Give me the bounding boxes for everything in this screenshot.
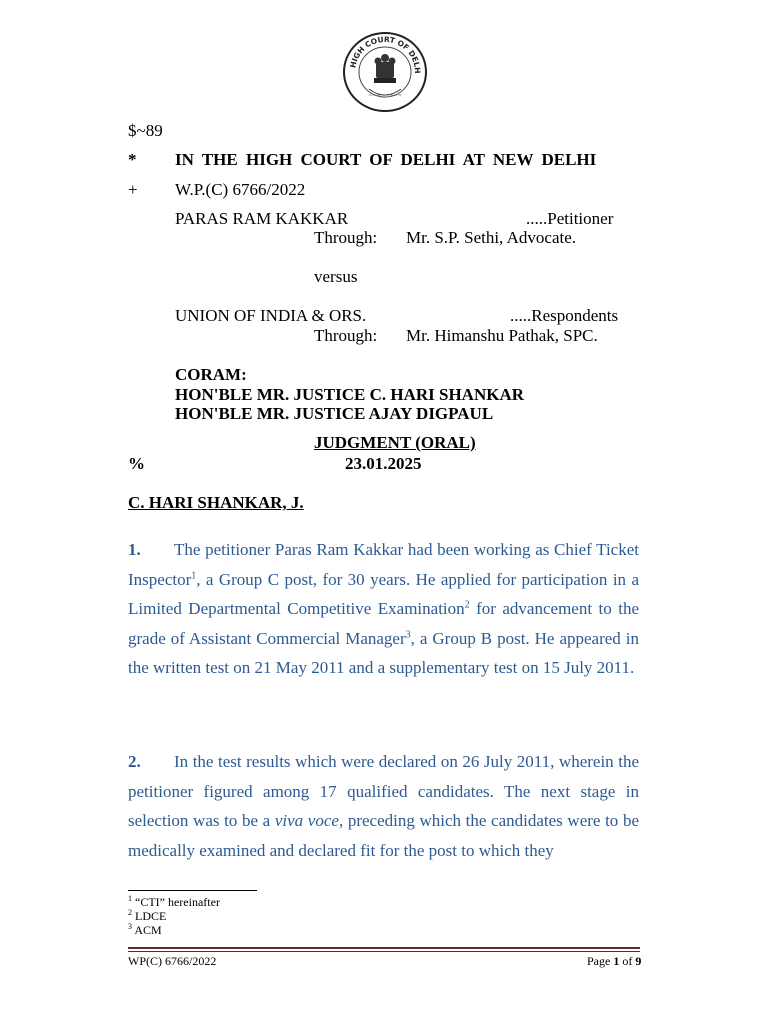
paragraph-number: 1. (128, 540, 141, 559)
petitioner-counsel: Mr. S.P. Sethi, Advocate. (406, 228, 577, 247)
respondent-role: .....Respondents (510, 306, 619, 325)
petitioner-through: Through: (314, 228, 378, 247)
footnote-1: $^1$ “CTI” hereinafter (128, 894, 220, 909)
footnote-ref[interactable]: 2 (464, 599, 470, 611)
court-seal-icon (341, 31, 429, 113)
case-code: $~89 (128, 121, 163, 140)
paragraph-2: 2. In the test results which were declared on 26 July 2011, wherein the petitioner figured among 17 qualified candidates. The next stage in selection was to be a viva voce, preceding which the candidates were to be medically examined and declared fit for the post to which they (128, 747, 639, 865)
case-number: W.P.(C) 6766/2022 (175, 180, 306, 199)
page-indicator: Page 1 of 9 (587, 954, 642, 968)
judgment-date: 23.01.2025 (345, 454, 422, 473)
footnote-3: $^3$ ACM (128, 922, 162, 937)
paragraph-1: 1. The petitioner Paras Ram Kakkar had been working as Chief Ticket Inspector$^1$, a Group C post, for 30 years. He applied for participation in a Limited Departmental Competitive Examination$^2$ for advancement to the grade of Assistant Commercial Manager$^3$, a Group B post. He appeared in the written test on 21 May 2011 and a supplementary test on 15 July 2011. (128, 535, 639, 683)
plus-mark: + (128, 180, 138, 199)
footnote-2: $^2$ LDCE (128, 908, 167, 923)
footer-divider-thin (128, 951, 640, 952)
paragraph-number: 2. (128, 752, 141, 771)
footnote-ref[interactable]: 3 (405, 628, 411, 640)
judgment-author: C. HARI SHANKAR, J. (128, 493, 304, 512)
percent-mark: % (128, 454, 145, 473)
respondent-name: UNION OF INDIA & ORS. (175, 306, 367, 325)
court-heading: IN THE HIGH COURT OF DELHI AT NEW DELHI (175, 150, 597, 169)
footer-case-number: WP(C) 6766/2022 (128, 954, 217, 968)
coram-label: CORAM: (175, 365, 247, 384)
judge-2: HON'BLE MR. JUSTICE AJAY DIGPAUL (175, 404, 494, 423)
footer-divider (128, 947, 640, 949)
footnote-divider (128, 890, 257, 891)
svg-text:~~~~~~~~: ~~~~~~~~ (368, 93, 402, 99)
judgment-title: JUDGMENT (ORAL) (314, 433, 476, 452)
petitioner-name: PARAS RAM KAKKAR (175, 209, 349, 228)
versus-label: versus (314, 267, 358, 286)
star-mark: * (128, 150, 137, 169)
respondent-counsel: Mr. Himanshu Pathak, SPC. (406, 326, 598, 345)
footnote-ref[interactable]: 1 (191, 569, 197, 581)
judge-1: HON'BLE MR. JUSTICE C. HARI SHANKAR (175, 385, 525, 404)
svg-text:HIGH COURT OF DELHI: HIGH COURT OF DELH (348, 34, 423, 74)
petitioner-role: .....Petitioner (526, 209, 614, 228)
respondent-through: Through: (314, 326, 378, 345)
